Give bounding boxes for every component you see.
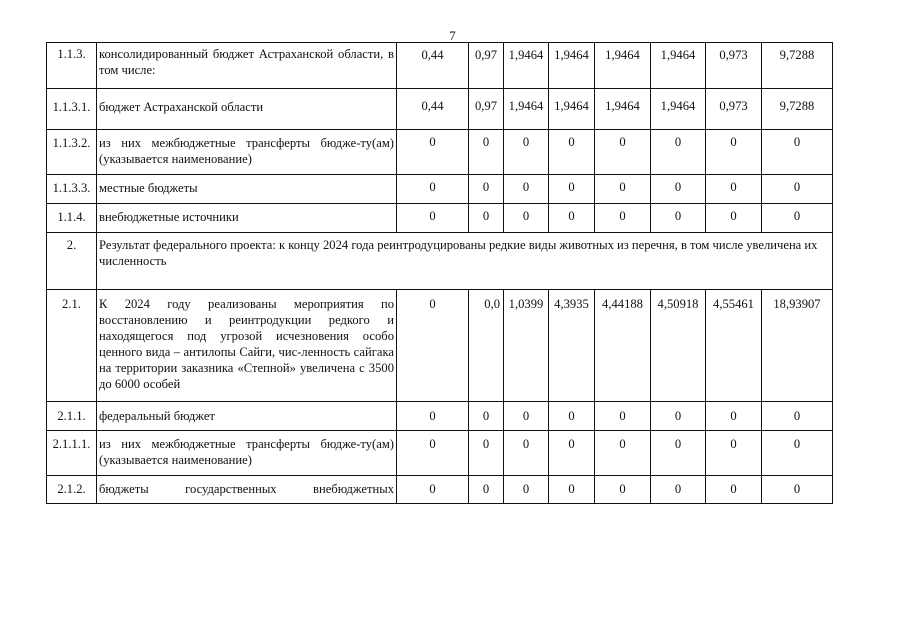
value-cell: 1,9464 [504, 89, 549, 130]
value-cell: 0 [706, 402, 762, 431]
value-cell: 0,97 [469, 43, 504, 89]
table-row [47, 476, 833, 504]
value-cell: 0 [397, 431, 469, 476]
value-cell: 1,9464 [595, 43, 651, 89]
value-cell: 0 [762, 175, 833, 204]
value-cell: 1,9464 [595, 89, 651, 130]
table-row [47, 43, 833, 89]
value-cell: 1,9464 [651, 43, 706, 89]
value-cell: 0,0 [469, 290, 504, 402]
page-number: 7 [449, 28, 456, 43]
value-cell: 0 [651, 431, 706, 476]
value-cell: 0,44 [397, 43, 469, 89]
value-cell: 0 [595, 402, 651, 431]
value-cell: 0 [762, 476, 833, 504]
value-cell: 0 [762, 402, 833, 431]
value-cell: 0 [762, 431, 833, 476]
value-cell: 0 [549, 130, 595, 175]
value-cell: 0,97 [469, 89, 504, 130]
value-cell: 0 [504, 476, 549, 504]
value-cell: 0 [504, 431, 549, 476]
row-code: 1.1.4. [47, 204, 97, 233]
value-cell: 0 [651, 175, 706, 204]
value-cell: 0 [595, 476, 651, 504]
value-cell: 0 [706, 130, 762, 175]
table-row [47, 290, 833, 402]
value-cell: 4,50918 [651, 290, 706, 402]
value-cell: 9,7288 [762, 43, 833, 89]
row-description: консолидированный бюджет Астраханской области, в том числе: [97, 43, 397, 89]
value-cell: 0,973 [706, 43, 762, 89]
value-cell: 0 [469, 204, 504, 233]
value-cell: 0 [469, 476, 504, 504]
row-code: 2.1.1.1. [47, 431, 97, 476]
value-cell: 0 [549, 175, 595, 204]
value-cell: 0,973 [706, 89, 762, 130]
value-cell: 1,0399 [504, 290, 549, 402]
value-cell: 0 [595, 431, 651, 476]
value-cell: 0 [469, 402, 504, 431]
value-cell: 0 [469, 431, 504, 476]
table-row [47, 89, 833, 130]
value-cell: 0 [706, 204, 762, 233]
row-code: 1.1.3.3. [47, 175, 97, 204]
value-cell: 0 [549, 402, 595, 431]
value-cell: 0 [504, 130, 549, 175]
value-cell: 0 [595, 204, 651, 233]
budget-table [46, 42, 833, 504]
value-cell: 0 [504, 204, 549, 233]
table-row [47, 130, 833, 175]
row-code: 1.1.3. [47, 43, 97, 89]
value-cell: 0 [762, 204, 833, 233]
row-code: 1.1.3.1. [47, 89, 97, 130]
value-cell: 0 [595, 130, 651, 175]
value-cell: 0 [651, 130, 706, 175]
value-cell: 0 [651, 402, 706, 431]
value-cell: 0 [397, 402, 469, 431]
table-row [47, 431, 833, 476]
table-row [47, 402, 833, 431]
value-cell: 0 [549, 431, 595, 476]
row-description: К 2024 году реализованы мероприятия по восстановлению и реинтродукции редкого и находящегося под угрозой исчезновения особо ценного вида – антилопы Сайги, чис-ленность сайгака на территории заказника «Степной» увеличена с 3500 до 6000 особей [97, 290, 397, 402]
row-code: 2. [47, 233, 97, 290]
row-description: бюджет Астраханской области [97, 89, 397, 130]
row-description: местные бюджеты [97, 175, 397, 204]
value-cell: 0 [549, 476, 595, 504]
section-result-description: Результат федерального проекта: к концу 2024 года реинтродуцированы редкие виды животных из перечня, в том числе увеличена их численность [97, 233, 833, 290]
value-cell: 18,93907 [762, 290, 833, 402]
value-cell: 0 [397, 476, 469, 504]
value-cell: 0 [469, 130, 504, 175]
row-code: 2.1.2. [47, 476, 97, 504]
value-cell: 4,44188 [595, 290, 651, 402]
value-cell: 0 [397, 175, 469, 204]
value-cell: 0,44 [397, 89, 469, 130]
value-cell: 0 [762, 130, 833, 175]
value-cell: 0 [397, 290, 469, 402]
row-description: внебюджетные источники [97, 204, 397, 233]
value-cell: 0 [397, 130, 469, 175]
value-cell: 4,3935 [549, 290, 595, 402]
row-description: из них межбюджетные трансферты бюдже-ту(ам) (указывается наименование) [97, 431, 397, 476]
table-row [47, 204, 833, 233]
value-cell: 0 [706, 476, 762, 504]
value-cell: 1,9464 [549, 89, 595, 130]
table-row [47, 233, 833, 290]
row-code: 2.1. [47, 290, 97, 402]
row-code: 1.1.3.2. [47, 130, 97, 175]
value-cell: 0 [651, 204, 706, 233]
value-cell: 0 [651, 476, 706, 504]
value-cell: 1,9464 [504, 43, 549, 89]
row-code: 2.1.1. [47, 402, 97, 431]
value-cell: 4,55461 [706, 290, 762, 402]
value-cell: 0 [595, 175, 651, 204]
value-cell: 0 [549, 204, 595, 233]
value-cell: 0 [706, 175, 762, 204]
value-cell: 0 [397, 204, 469, 233]
table-row [47, 175, 833, 204]
value-cell: 0 [706, 431, 762, 476]
row-description: бюджеты государственных внебюджетных [97, 476, 397, 504]
value-cell: 1,9464 [651, 89, 706, 130]
value-cell: 1,9464 [549, 43, 595, 89]
value-cell: 0 [469, 175, 504, 204]
value-cell: 9,7288 [762, 89, 833, 130]
value-cell: 0 [504, 175, 549, 204]
row-description: федеральный бюджет [97, 402, 397, 431]
value-cell: 0 [504, 402, 549, 431]
row-description: из них межбюджетные трансферты бюдже-ту(ам) (указывается наименование) [97, 130, 397, 175]
